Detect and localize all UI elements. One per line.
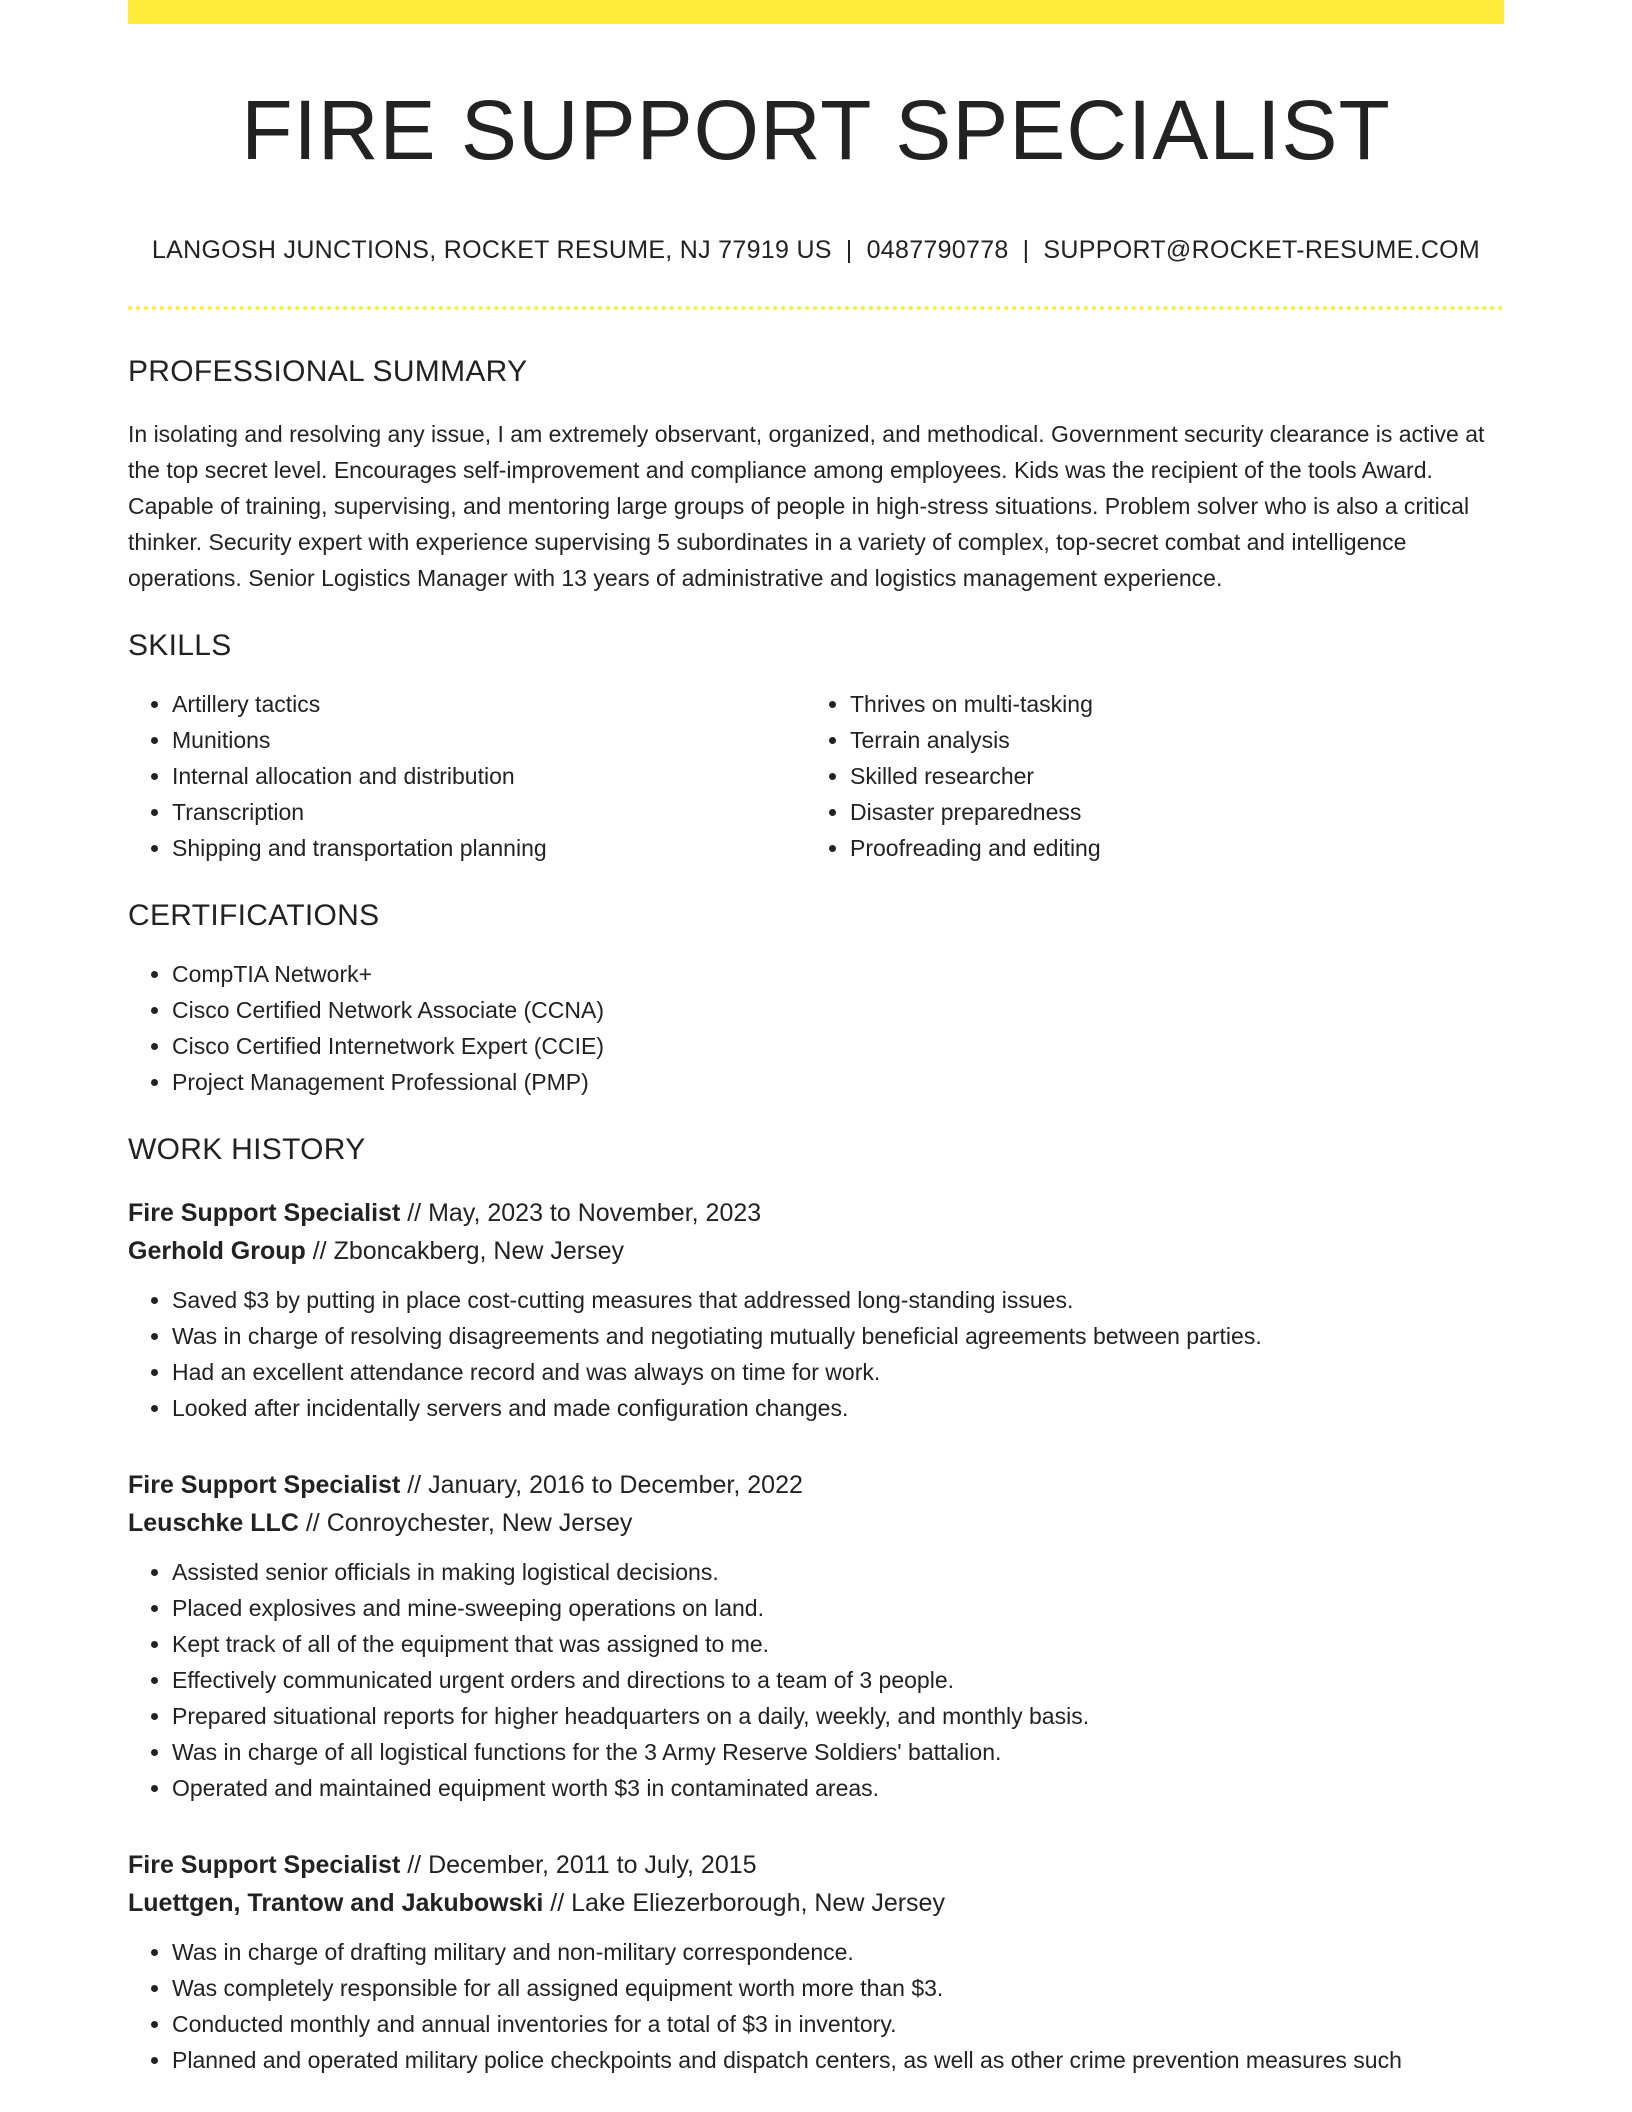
list-item: • Proofreading and editing	[850, 830, 1540, 866]
job-location: Zboncakberg, New Jersey	[333, 1237, 624, 1266]
job-title-line	[128, 1846, 1504, 1884]
work-history-heading: WORK HISTORY	[128, 1133, 366, 1167]
job-title-line	[128, 1194, 1504, 1232]
list-item: • Operated and maintained equipment worth $3 in contaminated areas.	[172, 1770, 1504, 1806]
accent-bar	[128, 0, 1504, 24]
list-item: • Looked after incidentally servers and made configuration changes.	[172, 1390, 1504, 1426]
job-separator: //	[407, 1199, 422, 1228]
list-item: • Was in charge of resolving disagreements and negotiating mutually beneficial agreements between parties.	[172, 1318, 1504, 1354]
job-company: Luettgen, Trantow and Jakubowski	[128, 1889, 544, 1918]
job-location: Conroychester, New Jersey	[326, 1509, 633, 1538]
certifications-section	[128, 898, 1504, 1100]
job-entry	[128, 1194, 1504, 1426]
job-company-line	[128, 1232, 1504, 1270]
skills-grid	[128, 686, 1504, 866]
job-dates: December, 2011 to July, 2015	[428, 1851, 757, 1880]
list-item: • Disaster preparedness	[850, 794, 1540, 830]
job-separator: //	[312, 1237, 327, 1266]
skills-section	[128, 628, 1504, 866]
job-bullets	[128, 1554, 1504, 1806]
job-company: Leuschke LLC	[128, 1509, 299, 1538]
certifications-heading: CERTIFICATIONS	[128, 899, 380, 933]
job-company: Gerhold Group	[128, 1237, 306, 1266]
list-item: • Was in charge of drafting military and non-military correspondence.	[172, 1934, 1504, 1970]
contact-separator: |	[1022, 236, 1030, 265]
job-location: Lake Eliezerborough, New Jersey	[571, 1889, 945, 1918]
summary-section	[128, 354, 1504, 596]
list-item: • Had an excellent attendance record and was always on time for work.	[172, 1354, 1504, 1390]
list-item: • Planned and operated military police checkpoints and dispatch centers, as well as other crime prevention measures such	[172, 2042, 1504, 2078]
job-entry	[128, 1846, 1504, 2078]
summary-text: In isolating and resolving any issue, I am extremely observant, organized, and methodical. Government security clearance is active at the top secret level. Encourages self-improvement and compliance among employees. Kids was the recipient of the tools Award. Capable of training, supervising, and mentoring large groups of people in high-stress situations. Problem solver who is also a critical thinker. Security expert with experience supervising 5 subordinates in a variety of complex, top-secret combat and intelligence operations. Senior Logistics Manager with 13 years of administrative and logistics management experience.	[128, 421, 1485, 592]
list-item: • Kept track of all of the equipment that was assigned to me.	[172, 1626, 1504, 1662]
job-title: Fire Support Specialist	[128, 1471, 401, 1500]
job-company-line	[128, 1884, 1504, 1922]
contact-separator: |	[845, 236, 853, 265]
list-item: • Shipping and transportation planning	[172, 830, 806, 866]
certifications-list	[128, 956, 1504, 1100]
list-item: • Cisco Certified Network Associate (CCNA)	[172, 992, 1504, 1028]
list-item: • Skilled researcher	[850, 758, 1540, 794]
list-item: • Effectively communicated urgent orders and directions to a team of 3 people.	[172, 1662, 1504, 1698]
list-item: • Prepared situational reports for higher headquarters on a daily, weekly, and monthly basis.	[172, 1698, 1504, 1734]
job-separator: //	[407, 1851, 422, 1880]
job-bullets	[128, 1282, 1504, 1426]
job-company-line	[128, 1504, 1504, 1542]
skills-list-left	[128, 686, 806, 866]
job-dates: January, 2016 to December, 2022	[428, 1471, 803, 1500]
list-item: • Placed explosives and mine-sweeping operations on land.	[172, 1590, 1504, 1626]
list-item: • Was completely responsible for all assigned equipment worth more than $3.	[172, 1970, 1504, 2006]
skills-heading: SKILLS	[128, 629, 232, 663]
contact-line	[128, 234, 1504, 266]
work-history-section	[128, 1132, 1504, 2078]
job-entry	[128, 1466, 1504, 1806]
job-separator: //	[305, 1509, 320, 1538]
list-item: • Munitions	[172, 722, 806, 758]
skills-list-right	[806, 686, 1540, 866]
contact-email: SUPPORT@ROCKET-RESUME.COM	[1043, 236, 1481, 265]
resume-name: FIRE SUPPORT SPECIALIST	[241, 83, 1391, 177]
list-item: • Cisco Certified Internetwork Expert (CCIE)	[172, 1028, 1504, 1064]
list-item: • Assisted senior officials in making logistical decisions.	[172, 1554, 1504, 1590]
list-item: • Saved $3 by putting in place cost-cutting measures that addressed long-standing issues.	[172, 1282, 1504, 1318]
job-title: Fire Support Specialist	[128, 1199, 401, 1228]
resume-page	[128, 0, 1504, 2078]
contact-phone: 0487790778	[866, 236, 1009, 265]
list-item: • Terrain analysis	[850, 722, 1540, 758]
list-item: • Artillery tactics	[172, 686, 806, 722]
job-title: Fire Support Specialist	[128, 1851, 401, 1880]
contact-address: LANGOSH JUNCTIONS, ROCKET RESUME, NJ 77919 US	[151, 236, 832, 265]
list-item: • Was in charge of all logistical functions for the 3 Army Reserve Soldiers' battalion.	[172, 1734, 1504, 1770]
job-separator: //	[407, 1471, 422, 1500]
list-item: • Conducted monthly and annual inventories for a total of $3 in inventory.	[172, 2006, 1504, 2042]
job-dates: May, 2023 to November, 2023	[428, 1199, 762, 1228]
list-item: • CompTIA Network+	[172, 956, 1504, 992]
summary-heading: PROFESSIONAL SUMMARY	[128, 355, 528, 389]
list-item: • Project Management Professional (PMP)	[172, 1064, 1504, 1100]
list-item: • Internal allocation and distribution	[172, 758, 806, 794]
list-item: • Transcription	[172, 794, 806, 830]
job-bullets	[128, 1934, 1504, 2078]
job-separator: //	[550, 1889, 565, 1918]
list-item: • Thrives on multi-tasking	[850, 686, 1540, 722]
job-title-line	[128, 1466, 1504, 1504]
dotted-divider	[128, 306, 1504, 310]
